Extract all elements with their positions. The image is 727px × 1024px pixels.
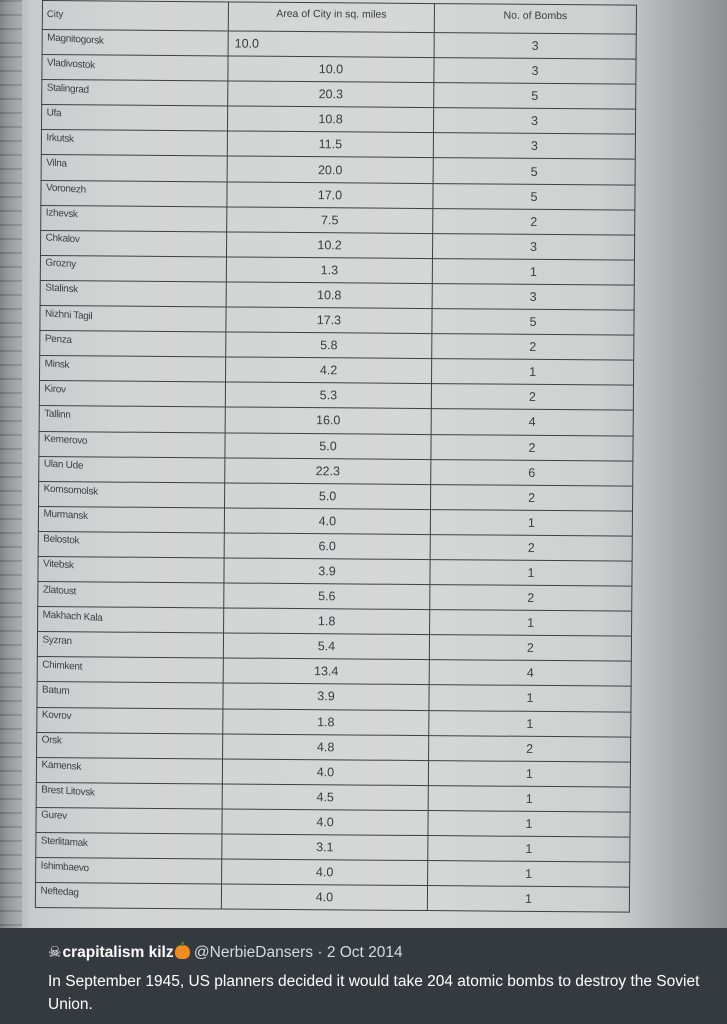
bombs-cell: 3 bbox=[434, 33, 636, 60]
bombs-cell: 3 bbox=[432, 233, 634, 260]
city-cell: Batum bbox=[37, 677, 223, 713]
city-cell: Nizhni Tagil bbox=[40, 301, 226, 337]
bombs-cell: 1 bbox=[431, 359, 633, 386]
bombs-cell: 2 bbox=[433, 208, 635, 235]
area-cell: 1.3 bbox=[226, 257, 432, 284]
area-cell: 3.1 bbox=[222, 834, 428, 861]
bomb-table-wrapper bbox=[34, 0, 636, 928]
bombs-cell: 3 bbox=[433, 133, 635, 160]
table-row bbox=[35, 883, 629, 913]
city-cell: Irkutsk bbox=[41, 125, 227, 161]
city-cell: Gurev bbox=[36, 803, 222, 839]
area-cell: 20.3 bbox=[228, 81, 434, 108]
area-cell: 20.0 bbox=[227, 156, 433, 183]
city-cell: Kovrov bbox=[37, 702, 223, 738]
bombs-cell: 5 bbox=[433, 183, 635, 210]
city-cell: Vladivostok bbox=[42, 50, 228, 86]
display-name[interactable]: crapitalism kilz bbox=[62, 944, 174, 961]
user-handle[interactable]: @NerbieDansers bbox=[193, 944, 314, 961]
bomb-table bbox=[35, 0, 637, 913]
bombs-cell: 1 bbox=[429, 685, 631, 712]
table-header-row bbox=[42, 1, 636, 35]
city-cell: Magnitogorsk bbox=[42, 25, 228, 61]
city-cell: Kamensk bbox=[36, 752, 222, 788]
bombs-cell: 3 bbox=[433, 108, 635, 135]
city-cell: Ulan Ude bbox=[39, 451, 225, 487]
header-area: Area of City in sq. miles bbox=[228, 2, 434, 33]
bombs-cell: 5 bbox=[434, 83, 636, 110]
area-cell: 7.5 bbox=[227, 207, 433, 234]
city-cell: Stalingrad bbox=[42, 75, 228, 111]
area-cell: 4.5 bbox=[222, 784, 428, 811]
header-city: City bbox=[42, 1, 228, 31]
city-cell: Ufa bbox=[42, 100, 228, 136]
city-cell: Komsomolsk bbox=[39, 476, 225, 512]
area-cell: 5.8 bbox=[226, 332, 432, 359]
city-cell: Brest Litovsk bbox=[36, 777, 222, 813]
table-body bbox=[35, 30, 636, 913]
area-cell: 10.8 bbox=[226, 282, 432, 309]
tweet-header bbox=[48, 943, 403, 962]
bombs-cell: 2 bbox=[429, 735, 631, 762]
area-cell: 4.0 bbox=[222, 759, 428, 786]
city-cell: Syzran bbox=[37, 627, 223, 663]
city-cell: Vilna bbox=[41, 150, 227, 186]
area-cell: 4.0 bbox=[221, 884, 427, 911]
page-edge bbox=[0, 0, 22, 928]
city-cell: Belostok bbox=[38, 526, 224, 562]
skull-icon: ☠ bbox=[48, 944, 62, 961]
city-cell: Grozny bbox=[40, 250, 226, 286]
city-cell: Orsk bbox=[37, 727, 223, 763]
area-cell: 10.8 bbox=[227, 106, 433, 133]
bombs-cell: 1 bbox=[430, 509, 632, 536]
area-cell: 4.0 bbox=[222, 859, 428, 886]
city-cell: Ishimbaevo bbox=[36, 853, 222, 889]
tweet-date[interactable]: 2 Oct 2014 bbox=[326, 944, 403, 961]
tweet-caption bbox=[0, 928, 727, 1024]
area-cell: 4.2 bbox=[226, 357, 432, 384]
city-cell: Chimkent bbox=[37, 652, 223, 688]
bombs-cell: 3 bbox=[434, 58, 636, 85]
area-cell: 3.9 bbox=[223, 683, 429, 710]
area-cell: 5.0 bbox=[225, 483, 431, 510]
city-cell: Penza bbox=[40, 326, 226, 362]
bombs-cell: 1 bbox=[430, 560, 632, 587]
bombs-cell: 1 bbox=[432, 258, 634, 285]
area-cell: 10.0 bbox=[228, 31, 434, 58]
city-cell: Tallinn bbox=[39, 401, 225, 437]
bombs-cell: 2 bbox=[429, 635, 631, 662]
bombs-cell: 1 bbox=[428, 785, 630, 812]
area-cell: 5.6 bbox=[224, 583, 430, 610]
bombs-cell: 2 bbox=[432, 334, 634, 361]
city-cell: Vitebsk bbox=[38, 552, 224, 588]
city-cell: Kirov bbox=[39, 376, 225, 412]
bombs-cell: 1 bbox=[428, 861, 630, 888]
header-bombs: No. of Bombs bbox=[434, 4, 636, 35]
bombs-cell: 1 bbox=[430, 610, 632, 637]
bombs-cell: 1 bbox=[429, 710, 631, 737]
city-cell: Murmansk bbox=[38, 501, 224, 537]
city-cell: Zlatoust bbox=[38, 577, 224, 613]
area-cell: 16.0 bbox=[225, 407, 431, 434]
area-cell: 11.5 bbox=[227, 131, 433, 158]
city-cell: Sterlitamak bbox=[36, 828, 222, 864]
area-cell: 5.0 bbox=[225, 432, 431, 459]
area-cell: 4.8 bbox=[223, 734, 429, 761]
bombs-cell: 5 bbox=[433, 158, 635, 185]
bombs-cell: 1 bbox=[427, 886, 629, 913]
bombs-cell: 2 bbox=[430, 585, 632, 612]
area-cell: 3.9 bbox=[224, 558, 430, 585]
area-cell: 13.4 bbox=[223, 658, 429, 685]
area-cell: 17.3 bbox=[226, 307, 432, 334]
city-cell: Stalinsk bbox=[40, 276, 226, 312]
city-cell: Kemerovo bbox=[39, 426, 225, 462]
pumpkin-icon bbox=[175, 945, 190, 959]
city-cell: Izhevsk bbox=[41, 200, 227, 236]
bombs-cell: 1 bbox=[428, 836, 630, 863]
bombs-cell: 2 bbox=[430, 534, 632, 561]
area-cell: 4.0 bbox=[222, 809, 428, 836]
page-shadow bbox=[631, 0, 727, 928]
area-cell: 4.0 bbox=[224, 508, 430, 535]
bombs-cell: 2 bbox=[431, 484, 633, 511]
separator-dot: · bbox=[317, 944, 323, 961]
city-cell: Neftedag bbox=[35, 878, 221, 914]
bombs-cell: 4 bbox=[431, 409, 633, 436]
city-cell: Chkalov bbox=[41, 225, 227, 261]
city-cell: Makhach Kala bbox=[38, 602, 224, 638]
area-cell: 22.3 bbox=[225, 458, 431, 485]
area-cell: 5.3 bbox=[225, 382, 431, 409]
bombs-cell: 6 bbox=[431, 459, 633, 486]
area-cell: 17.0 bbox=[227, 182, 433, 209]
area-cell: 1.8 bbox=[224, 608, 430, 635]
bombs-cell: 4 bbox=[429, 660, 631, 687]
city-cell: Voronezh bbox=[41, 175, 227, 211]
bombs-cell: 3 bbox=[432, 284, 634, 311]
tweet-text: In September 1945, US planners decided it would take 204 atomic bombs to destroy the Soviet Union. bbox=[48, 973, 700, 1013]
area-cell: 10.2 bbox=[226, 232, 432, 259]
bombs-cell: 5 bbox=[432, 309, 634, 336]
area-cell: 10.0 bbox=[228, 56, 434, 83]
bombs-cell: 2 bbox=[431, 384, 633, 411]
area-cell: 1.8 bbox=[223, 708, 429, 735]
bombs-cell: 2 bbox=[431, 434, 633, 461]
area-cell: 5.4 bbox=[223, 633, 429, 660]
bombs-cell: 1 bbox=[428, 810, 630, 837]
city-cell: Minsk bbox=[40, 351, 226, 387]
bombs-cell: 1 bbox=[428, 760, 630, 787]
area-cell: 6.0 bbox=[224, 533, 430, 560]
